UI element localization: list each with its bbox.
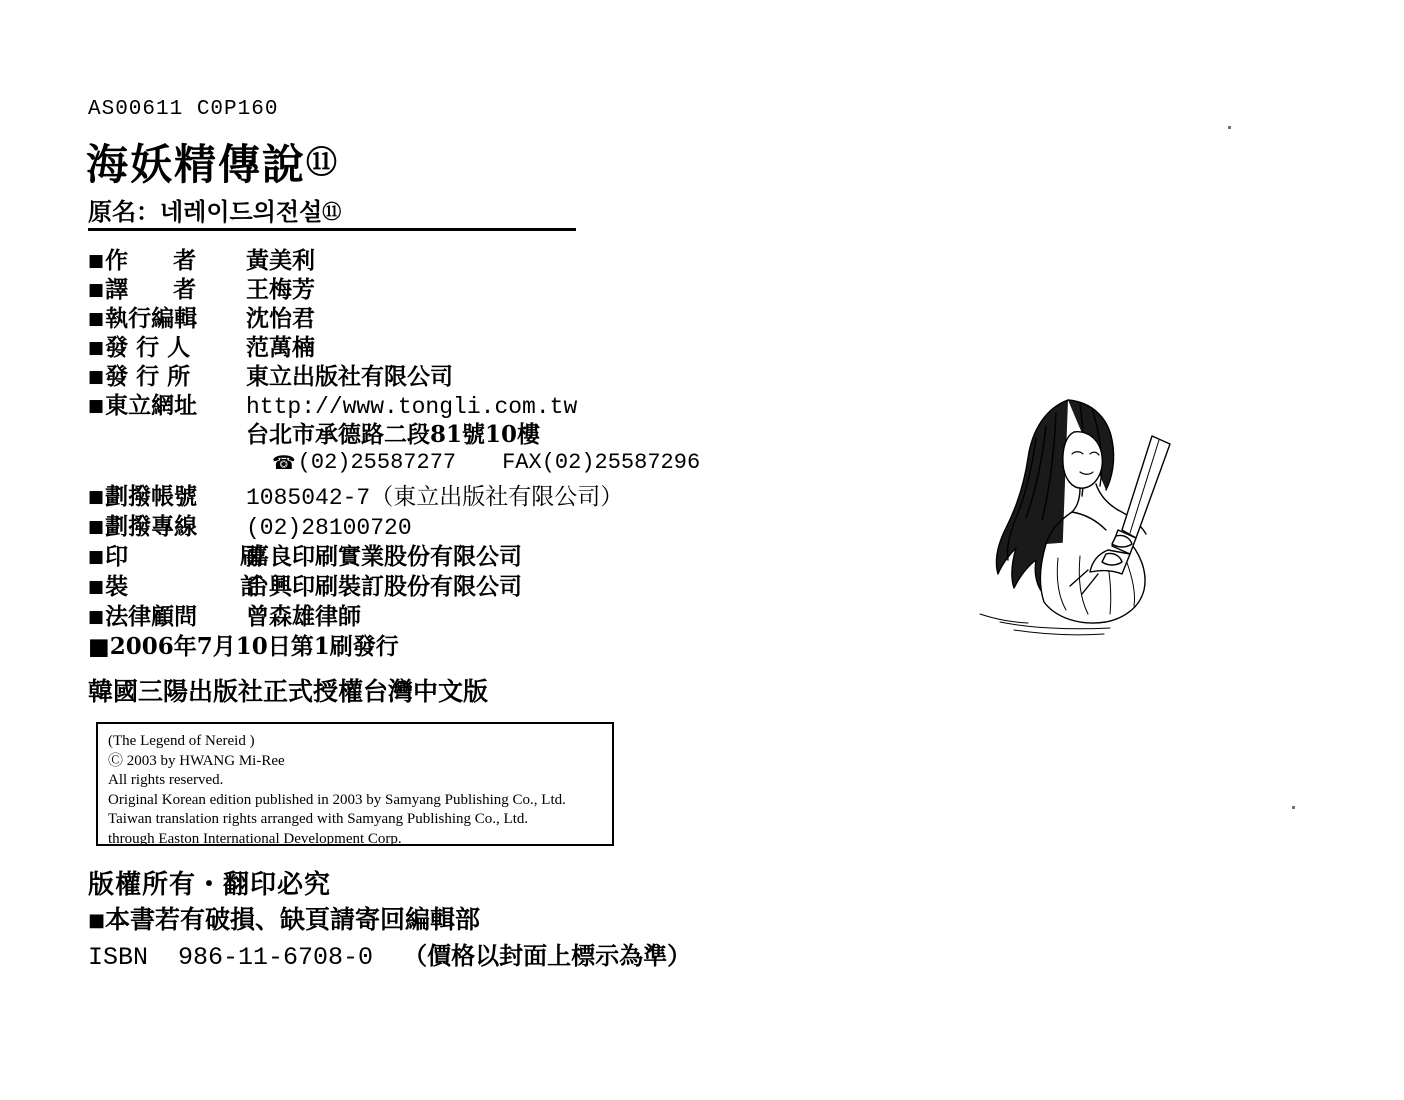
contact-row [88,447,788,478]
credit-label [88,478,246,511]
license-line: 韓國三陽出版社正式授權台灣中文版 [88,677,489,706]
rights-reserved-text: 版權所有・翻印必究 [88,870,332,900]
credit-value: 嘉良印刷實業股份有限公司 [246,543,522,570]
original-title-line [88,192,341,227]
copyright-line: All rights reserved. [108,772,224,788]
credit-row-website [88,387,788,420]
copyright-line: through Easton International Development Corp. [108,830,402,847]
seated-woman-with-sword-illustration [940,378,1240,678]
credit-label-text: 劃撥帳號 [105,483,198,510]
copyright-line: (The Legend of Nereid ) [108,733,255,749]
isbn-value: 986-11-6708-0 [178,943,374,972]
credit-label [88,568,286,601]
title-main: 海妖精傳說 [86,140,307,189]
bullet-square-icon: ■ [88,910,106,931]
credit-label-text: 發 行 人 [105,334,191,361]
credit-row [88,478,788,511]
damage-notice-text: 本書若有破損、缺頁請寄回編輯部 [105,905,481,934]
fax-number: FAX(02)25587296 [502,450,701,475]
credit-label-text: 裝 訂 [105,573,286,600]
credit-label-text: 執行編輯 [105,305,198,332]
credit-label-text: 東立網址 [105,392,198,419]
credit-label-text: 作 者 [105,247,208,274]
title-divider [88,228,576,231]
page-title [86,132,339,192]
bullet-square-icon: ■ [88,547,105,567]
telephone-number: (02)25587277 [297,450,457,475]
copyright-box [96,722,614,846]
copyright-line: Ⓒ 2003 by HWANG Mi-Ree [108,752,285,769]
bullet-square-icon: ■ [88,280,105,300]
bullet-square-icon: ■ [88,251,105,271]
credit-value: 東立出版社有限公司 [246,363,453,390]
credit-value: 范萬楠 [246,334,315,361]
credit-label-text: 印 刷 [105,543,286,570]
original-title-label: 原名： [88,197,160,226]
credit-row [88,300,788,332]
credit-label-text: 發 行 所 [105,363,191,390]
telephone-icon: ☎ [272,451,296,474]
credit-row [88,538,788,568]
credit-label-text: 劃撥專線 [105,513,198,540]
website-url[interactable]: http://www.tongli.com.tw [246,394,578,420]
credit-row [88,568,788,598]
credit-row [88,598,788,628]
credit-label [88,598,246,631]
credit-value: 台興印刷裝訂股份有限公司 [246,573,522,600]
credit-row [88,271,788,303]
bullet-square-icon: ■ [88,577,105,597]
bullet-square-icon: ■ [88,309,105,329]
credit-value: (02)28100720 [246,515,412,541]
isbn-label: ISBN [88,943,149,972]
credit-label [88,538,286,571]
title-volume: ⑪ [306,145,340,181]
publish-date: ■2006年7月10日第1刷發行 [88,633,399,660]
page-speck [1228,126,1231,129]
credit-value: 王梅芳 [246,276,315,303]
original-title-text: 네레이드의전설 [160,197,323,226]
footer-block [88,864,788,972]
credit-row [88,508,788,541]
bullet-square-icon: ■ [88,517,105,537]
credit-row [88,358,788,390]
credit-value: 1085042-7（東立出版社有限公司） [246,485,624,511]
damage-notice [88,900,788,936]
credit-label [88,387,246,420]
copyright-line: Original Korean edition published in 2003 by Samyang Publishing Co., Ltd. [108,791,566,808]
copyright-line: Taiwan translation rights arranged with Samyang Publishing Co., Ltd. [108,811,529,827]
isbn-row [88,936,788,972]
bullet-square-icon: ■ [88,367,105,387]
credit-value: 曾森雄律師 [246,603,361,630]
credit-row [88,329,788,361]
credit-value: 黃美利 [246,247,315,274]
bullet-square-icon: ■ [88,396,105,416]
bullet-square-icon: ■ [88,607,105,627]
credit-value: 沈怡君 [246,305,315,332]
credit-row [88,242,788,274]
bullet-square-icon: ■ [88,338,105,358]
price-note: （價格以封面上標示為準） [403,941,692,970]
credit-label-text: 譯 者 [105,276,208,303]
bullet-square-icon: ■ [88,487,105,507]
credit-label [88,508,246,541]
catalogue-code: AS00611 C0P160 [88,98,279,121]
credits-block [88,242,788,658]
original-title-volume: ⑪ [322,201,342,223]
credit-label-text: 法律顧問 [105,603,198,630]
publisher-address: 台北市承德路二段81號10樓 [246,421,541,448]
page-speck [1292,806,1295,809]
